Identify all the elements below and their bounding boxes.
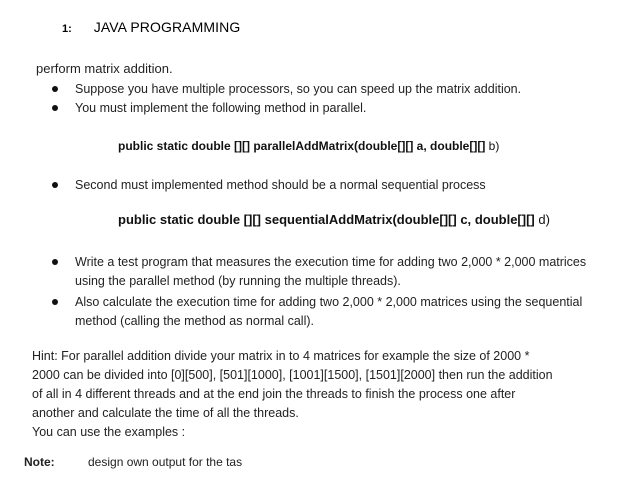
- question-header: [62, 19, 240, 35]
- hint-block: [32, 347, 602, 442]
- intro-text: perform matrix addition.: [36, 61, 173, 76]
- code-prefix: public static double [][] parallelAddMatrix(: [118, 139, 359, 153]
- bullet-text: Second must implemented method should be a normal sequential process: [75, 178, 486, 192]
- bullet-icon: [52, 259, 58, 265]
- hint-line: Hint: For parallel addition divide your matrix in to 4 matrices for example the size of 2000 *: [32, 349, 530, 363]
- note-text: design own output for the tas: [88, 455, 243, 469]
- list-item: [50, 99, 610, 118]
- code-param-b-rest: b): [485, 139, 500, 153]
- bullet-icon: [52, 105, 58, 111]
- bullet-list-2: [50, 176, 610, 195]
- bullet-text: Also calculate the execution time for adding two 2,000 * 2,000 matrices using the sequential method (calling the method as normal call).: [75, 295, 583, 328]
- code-prefix: public static double [][] sequentialAddMatrix(: [118, 212, 397, 227]
- code-param-c: double[][] c,: [396, 212, 472, 227]
- list-item: [50, 293, 590, 331]
- list-item: [50, 176, 610, 195]
- bullet-icon: [52, 182, 58, 188]
- bullet-icon: [52, 299, 58, 305]
- question-number: 1:: [62, 23, 72, 35]
- code-signature-parallel: [118, 139, 499, 153]
- bullet-list-3: [50, 253, 590, 331]
- code-param-d-rest: d): [534, 212, 550, 227]
- hint-line: You can use the examples :: [32, 425, 186, 439]
- bullet-text: Write a test program that measures the execution time for adding two 2,000 * 2,000 matrices using the parallel method (by running the multiple threads).: [75, 255, 587, 288]
- bullet-text: Suppose you have multiple processors, so you can speed up the matrix addition.: [75, 82, 522, 96]
- hint-line: another and calculate the time of all the threads.: [32, 406, 299, 420]
- hint-line: of all in 4 different threads and at the end join the threads to finish the process one after: [32, 387, 516, 401]
- question-title: JAVA PROGRAMMING: [93, 19, 241, 35]
- list-item: [50, 80, 610, 99]
- code-param-b-type: double[][]: [430, 139, 486, 153]
- note-label: Note:: [24, 455, 55, 469]
- hint-line: 2000 can be divided into [0][500], [501][1000], [1001][1500], [1501][2000] then run the addition: [32, 368, 553, 382]
- code-param-d-type: double[][]: [474, 212, 535, 227]
- bullet-list-1: [50, 80, 610, 118]
- note-block: [24, 455, 242, 469]
- bullet-text: You must implement the following method in parallel.: [75, 101, 367, 115]
- list-item: [50, 253, 590, 291]
- bullet-icon: [52, 86, 58, 92]
- code-signature-sequential: [118, 212, 550, 227]
- code-param-a: double[][] a,: [358, 139, 427, 153]
